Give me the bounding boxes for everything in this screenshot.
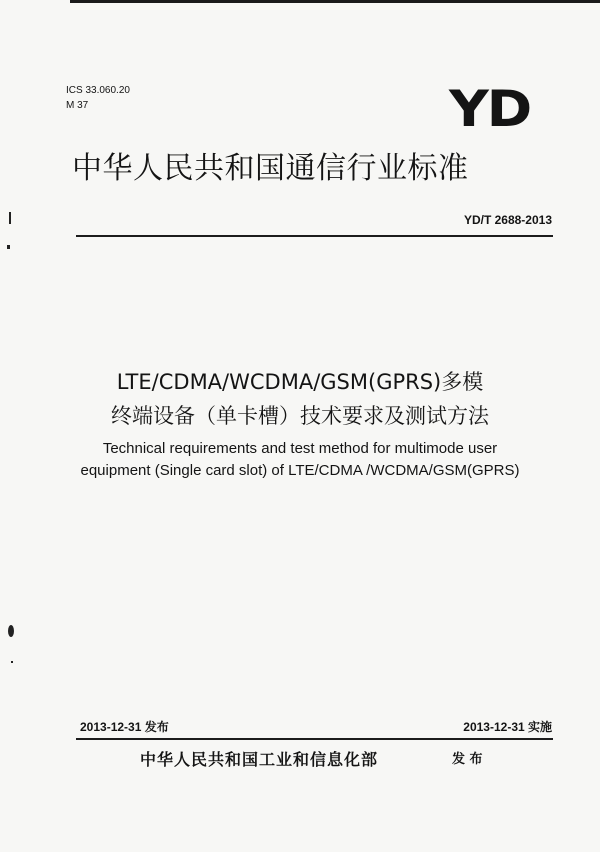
- footer-divider: [76, 738, 553, 740]
- scan-mark: [9, 212, 11, 224]
- scan-mark: [11, 661, 13, 663]
- yd-logo: YD: [449, 80, 531, 138]
- issuer-suffix: 发 布: [452, 752, 483, 767]
- standard-number: YD/T 2688-2013: [463, 213, 552, 227]
- header-divider: [76, 235, 553, 237]
- implementation-date: 2013-12-31 实施: [463, 720, 552, 734]
- document-title-en-line-2: equipment (Single card slot) of LTE/CDMA /WCDMA/GSM(GPRS): [80, 462, 520, 479]
- document-title-cn-line-2: 终端设备（单卡槽）技术要求及测试方法: [111, 404, 489, 428]
- issuing-authority: 中华人民共和国工业和信息化部: [140, 750, 379, 769]
- top-border-line: [70, 0, 600, 3]
- category-code: M 37: [66, 100, 89, 111]
- scan-mark: [8, 625, 14, 637]
- ics-code: ICS 33.060.20: [66, 85, 130, 96]
- document-title-cn-line-1: LTE/CDMA/WCDMA/GSM(GPRS)多模: [116, 370, 484, 394]
- document-title-en-line-1: Technical requirements and test method for multimode user: [102, 440, 498, 457]
- standard-title: 中华人民共和国通信行业标准: [72, 151, 469, 186]
- scan-mark: [7, 245, 10, 249]
- issue-date: 2013-12-31 发布: [80, 720, 169, 734]
